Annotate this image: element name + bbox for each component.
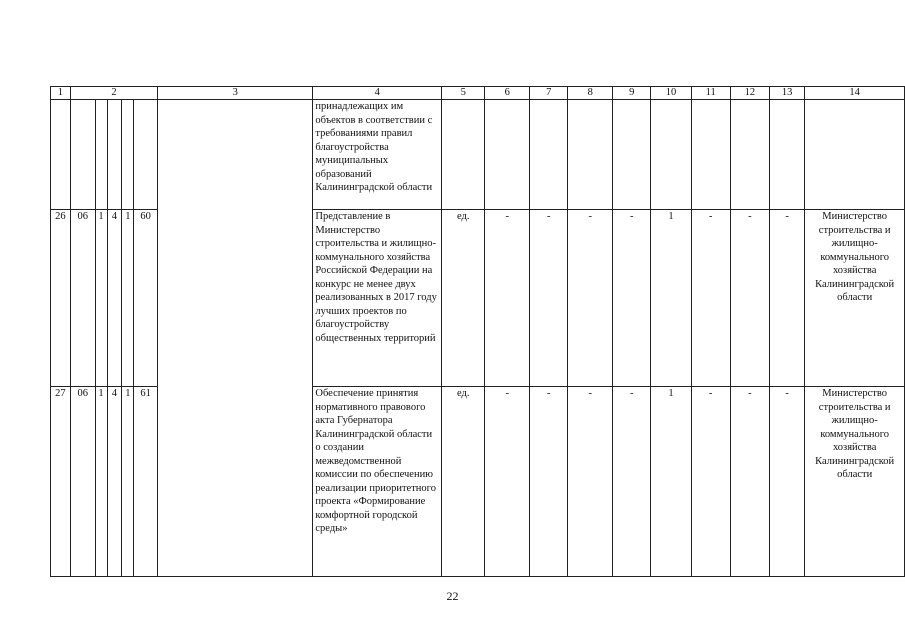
header-cell-11: 11 [691, 87, 730, 100]
code-cell: 60 [134, 210, 158, 387]
code-cell: 06 [70, 387, 95, 577]
value-cell: - [568, 210, 613, 387]
value-cell: 1 [651, 210, 691, 387]
header-cell-6: 6 [485, 87, 530, 100]
header-cell-2: 2 [70, 87, 157, 100]
header-cell-7: 7 [530, 87, 568, 100]
value-cell: - [485, 387, 530, 577]
header-cell-12: 12 [730, 87, 769, 100]
code-cell: 1 [122, 210, 134, 387]
plan-table [50, 86, 905, 577]
header-cell-1: 1 [51, 87, 71, 100]
header-row [51, 87, 905, 100]
value-cell: - [770, 387, 805, 577]
header-cell-13: 13 [770, 87, 805, 100]
code-cell: 1 [95, 387, 107, 577]
value-cell: - [730, 387, 769, 577]
header-cell-14: 14 [805, 87, 905, 100]
header-cell-5: 5 [442, 87, 485, 100]
value-cell: - [691, 210, 730, 387]
continuation-text: принадлежащих им объектов в соответствии с требованиями правил благоустройства муниципальных образований Калининградской области [313, 100, 442, 210]
header-cell-4: 4 [313, 87, 442, 100]
header-cell-10: 10 [651, 87, 691, 100]
row-number: 27 [51, 387, 71, 577]
value-cell: - [613, 210, 651, 387]
code-cell: 1 [122, 387, 134, 577]
value-cell: - [485, 210, 530, 387]
column-3-cell [158, 100, 313, 577]
header-cell-9: 9 [613, 87, 651, 100]
continuation-row [51, 100, 905, 210]
value-cell: - [530, 210, 568, 387]
header-cell-8: 8 [568, 87, 613, 100]
measure-description: Представление в Министерство строительства и жилищно-коммунального хозяйства Российской Федерации на конкурс не менее двух реализованных в 2017 году лучших проектов по благоустройству общественных территорий [313, 210, 442, 387]
value-cell: - [530, 387, 568, 577]
value-cell: - [730, 210, 769, 387]
code-cell: 4 [107, 387, 122, 577]
page-number: 22 [446, 589, 459, 603]
responsible-cell: Министерство строительства и жилищно-коммунального хозяйства Калининградской области [805, 387, 905, 577]
code-cell: 1 [95, 210, 107, 387]
code-cell: 06 [70, 210, 95, 387]
value-cell: - [568, 387, 613, 577]
value-cell: - [770, 210, 805, 387]
measure-description: Обеспечение принятия нормативного правового акта Губернатора Калининградской области о создании межведомственной комиссии по обеспечению реализации приоритетного проекта «Формирование комфортной городской среды» [313, 387, 442, 577]
unit-cell: ед. [442, 210, 485, 387]
responsible-cell: Министерство строительства и жилищно-коммунального хозяйства Калининградской области [805, 210, 905, 387]
row-number: 26 [51, 210, 71, 387]
value-cell: - [691, 387, 730, 577]
value-cell: - [613, 387, 651, 577]
unit-cell: ед. [442, 387, 485, 577]
code-cell: 61 [134, 387, 158, 577]
code-cell: 4 [107, 210, 122, 387]
header-cell-3: 3 [158, 87, 313, 100]
value-cell: 1 [651, 387, 691, 577]
